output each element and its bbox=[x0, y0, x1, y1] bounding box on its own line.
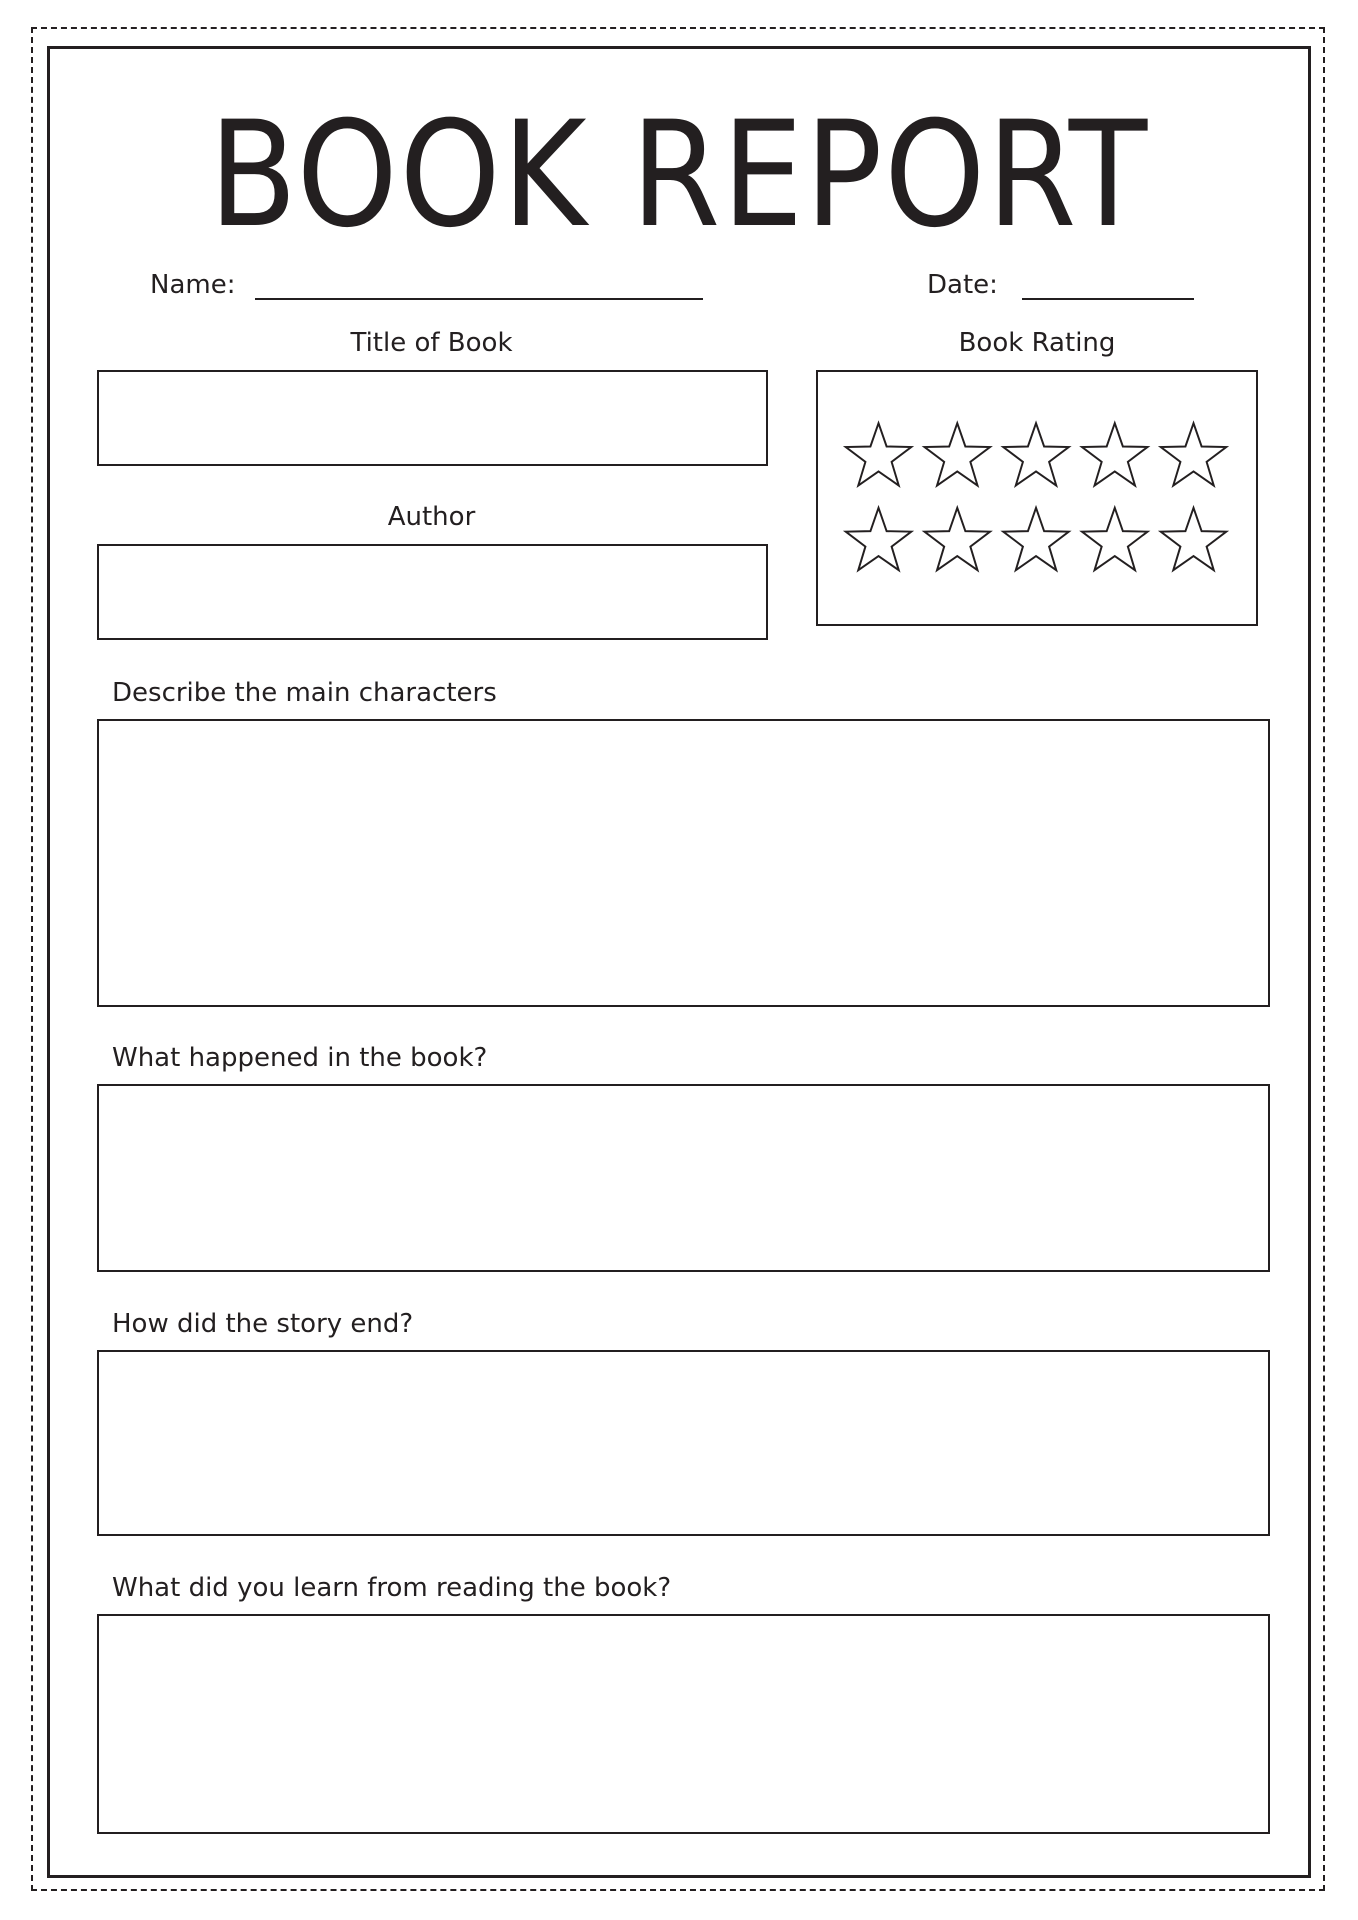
plot-box[interactable] bbox=[97, 1084, 1270, 1272]
name-label: Name: bbox=[150, 270, 236, 300]
author-box[interactable] bbox=[97, 544, 768, 640]
ending-box[interactable] bbox=[97, 1350, 1270, 1536]
star-outline-icon[interactable] bbox=[846, 423, 912, 485]
star-outline-icon[interactable] bbox=[1161, 508, 1227, 570]
name-line[interactable] bbox=[255, 298, 703, 300]
lesson-label: What did you learn from reading the book? bbox=[112, 1573, 672, 1603]
rating-stars bbox=[818, 372, 1256, 624]
date-label: Date: bbox=[927, 270, 998, 300]
plot-label: What happened in the book? bbox=[112, 1043, 488, 1073]
page-title: BOOK REPORT bbox=[208, 90, 1150, 260]
characters-label: Describe the main characters bbox=[112, 678, 497, 708]
star-outline-icon[interactable] bbox=[1003, 508, 1069, 570]
star-outline-icon[interactable] bbox=[1161, 423, 1227, 485]
ending-label: How did the story end? bbox=[112, 1309, 414, 1339]
book-title-label: Title of Book bbox=[350, 328, 513, 358]
characters-box[interactable] bbox=[97, 719, 1270, 1007]
lesson-box[interactable] bbox=[97, 1614, 1270, 1834]
book-rating-box bbox=[816, 370, 1258, 626]
author-label: Author bbox=[387, 502, 476, 532]
star-outline-icon[interactable] bbox=[924, 508, 990, 570]
date-line[interactable] bbox=[1022, 298, 1194, 300]
star-outline-icon[interactable] bbox=[1082, 423, 1148, 485]
star-outline-icon[interactable] bbox=[924, 423, 990, 485]
book-rating-label: Book Rating bbox=[958, 328, 1116, 358]
star-outline-icon[interactable] bbox=[846, 508, 912, 570]
book-title-box[interactable] bbox=[97, 370, 768, 466]
star-outline-icon[interactable] bbox=[1082, 508, 1148, 570]
star-outline-icon[interactable] bbox=[1003, 423, 1069, 485]
